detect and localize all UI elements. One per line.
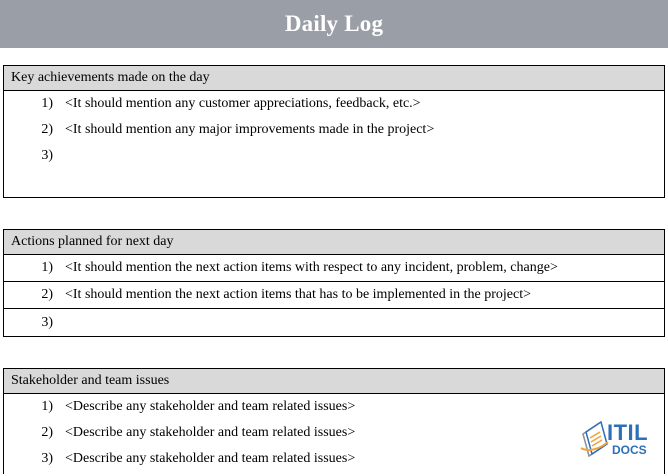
- item-text: <Describe any stakeholder and team related issues>: [65, 399, 356, 414]
- logo-text: ITIL: [607, 420, 649, 445]
- section-header: Actions planned for next day: [4, 230, 664, 255]
- list-item: [4, 282, 664, 309]
- section-stakeholder-issues: [3, 368, 665, 474]
- item-text: <Describe any stakeholder and team related issues>: [65, 451, 356, 466]
- item-text: <It should mention any major improvements made in the project>: [65, 122, 435, 137]
- page-title: Daily Log: [284, 11, 384, 36]
- list-item: [4, 143, 664, 169]
- list-item: [4, 91, 664, 117]
- item-text: <Describe any stakeholder and team related issues>: [65, 425, 356, 440]
- item-number: 3): [41, 314, 53, 330]
- section-key-achievements: [3, 65, 665, 198]
- itil-docs-logo: [580, 414, 660, 462]
- item-number: 3): [41, 451, 53, 466]
- item-number: 2): [41, 122, 53, 137]
- title-bar: [0, 0, 668, 48]
- item-text: <It should mention the next action items with respect to any incident, problem, change>: [65, 260, 558, 275]
- item-number: 1): [41, 399, 53, 414]
- list-item: [4, 420, 664, 446]
- section-actions-planned: [3, 229, 665, 337]
- section-header: Key achievements made on the day: [4, 66, 664, 91]
- item-text: <It should mention any customer appreciations, feedback, etc.>: [65, 96, 421, 111]
- item-number: 1): [41, 96, 53, 111]
- logo-subtext: DOCS: [612, 443, 647, 457]
- list-item: [4, 117, 664, 143]
- list-item: [4, 255, 664, 282]
- item-number: 2): [41, 287, 53, 302]
- section-header: Stakeholder and team issues: [4, 369, 664, 394]
- item-text: <It should mention the next action items that has to be implemented in the project>: [65, 287, 532, 302]
- list-item: [4, 309, 664, 336]
- list-item: [4, 443, 664, 472]
- item-number: 1): [41, 260, 53, 275]
- item-number: 2): [41, 425, 53, 440]
- document-stack-icon: [580, 416, 610, 460]
- item-number: 3): [41, 148, 53, 163]
- list-item: [4, 394, 664, 420]
